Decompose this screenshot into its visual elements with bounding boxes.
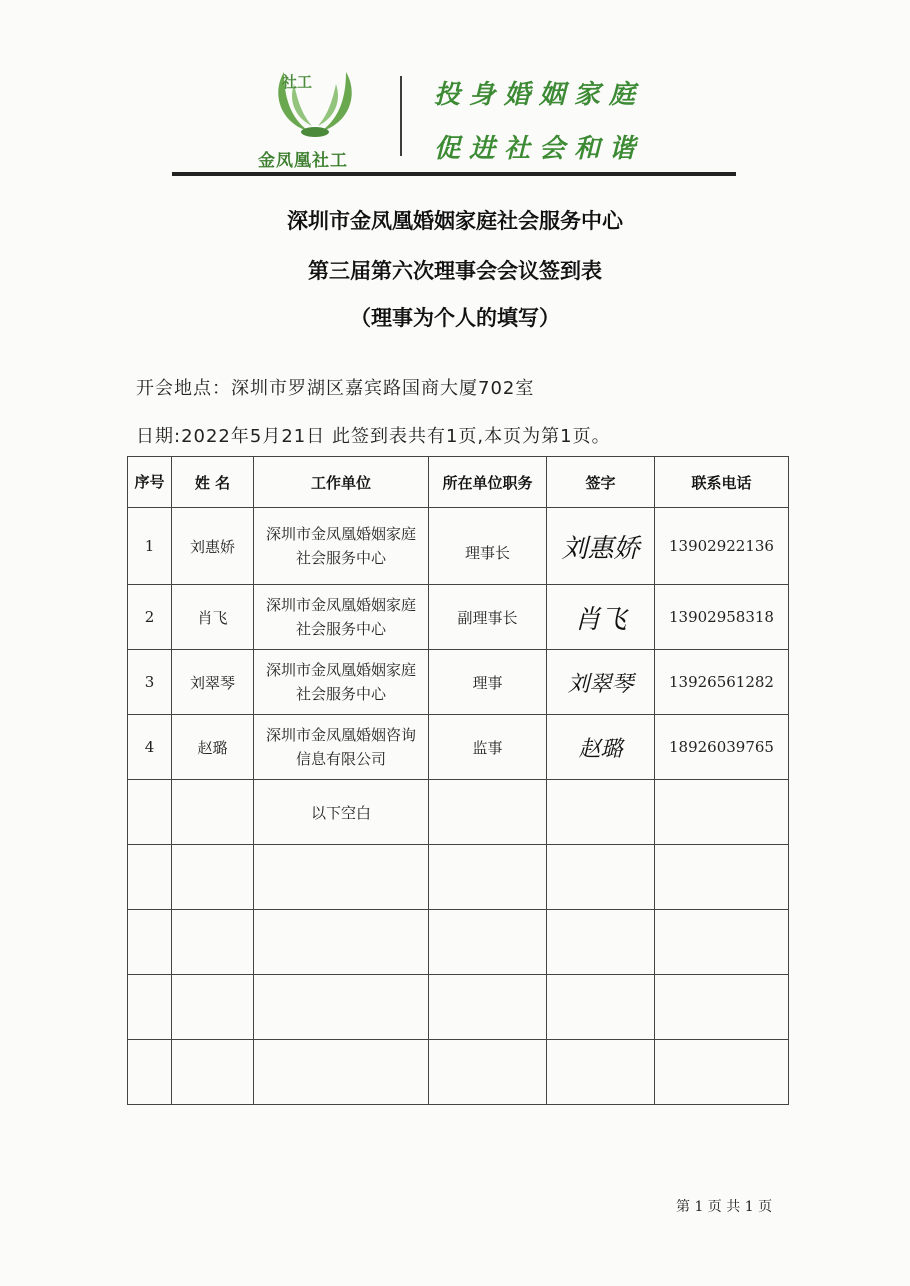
row-position: 副理事长 [429,585,547,650]
row-name: 刘翠琴 [172,650,254,715]
empty-cell [655,975,789,1040]
handwritten-signature: 肖飞 [574,604,627,635]
meeting-location: 开会地点：深圳市罗湖区嘉宾路国商大厦702室 [136,378,535,399]
meeting-date: 日期:2022年5月21日 此签到表共有1页,本页为第1页。 [136,426,611,447]
row-name [172,780,254,845]
row-unit [254,585,429,650]
handwritten-signature: 刘翠琴 [567,671,634,697]
row-position: 监事 [429,715,547,780]
empty-cell [172,1040,254,1105]
header-phone: 联系电话 [655,457,789,508]
row-position [429,780,547,845]
row-phone: 13902922136 [655,508,789,585]
row-no [128,780,172,845]
empty-cell [254,845,429,910]
logo-badge-text: 社工 [281,73,312,91]
empty-cell [547,975,655,1040]
row-unit-text: 深圳市金凤凰婚姻咨询信息有限公司 [265,726,416,768]
empty-cell [172,975,254,1040]
row-signature [547,650,655,715]
handwritten-signature: 赵璐 [578,736,623,762]
empty-cell [254,975,429,1040]
header-divider [400,76,402,156]
empty-cell [547,1040,655,1105]
row-name: 肖飞 [172,585,254,650]
empty-cell [429,975,547,1040]
empty-cell [128,975,172,1040]
empty-cell [254,1040,429,1105]
fill-note: （理事为个人的填写） [350,306,560,330]
header-signature: 签字 [547,457,655,508]
row-position: 理事长 [429,508,547,585]
row-position: 理事 [429,650,547,715]
org-title: 深圳市金凤凰婚姻家庭社会服务中心 [287,209,623,233]
empty-cell [547,845,655,910]
empty-cell [128,845,172,910]
empty-cell [172,845,254,910]
sign-in-table [127,456,789,1105]
row-phone [655,780,789,845]
row-phone: 18926039765 [655,715,789,780]
empty-cell [172,910,254,975]
row-signature [547,585,655,650]
handwritten-signature: 刘惠娇 [561,533,640,564]
empty-cell [429,910,547,975]
row-no: 3 [128,650,172,715]
empty-cell [547,910,655,975]
row-unit [254,508,429,585]
slogan-line-1: 投身婚姻家庭 [434,80,645,110]
header-position: 所在单位职务 [429,457,547,508]
table-row [128,715,789,780]
table-row [128,910,789,975]
header-name: 姓 名 [172,457,254,508]
slogan-line-2: 促进社会和谐 [434,134,645,164]
row-name: 赵璐 [172,715,254,780]
empty-cell [655,910,789,975]
row-signature [547,715,655,780]
row-phone: 13926561282 [655,650,789,715]
blank-note: 以下空白 [254,780,429,845]
row-signature [547,780,655,845]
table-row [128,650,789,715]
table-row [128,508,789,585]
empty-cell [254,910,429,975]
header-no: 序号 [128,457,172,508]
table-row [128,1040,789,1105]
empty-cell [128,910,172,975]
header-unit: 工作单位 [254,457,429,508]
row-no: 4 [128,715,172,780]
row-signature [547,508,655,585]
empty-cell [429,845,547,910]
row-unit [254,715,429,780]
row-name: 刘惠娇 [172,508,254,585]
empty-cell [429,1040,547,1105]
row-no: 2 [128,585,172,650]
logo-name: 金凤凰社工 [258,151,348,171]
row-unit-text: 深圳市金凤凰婚姻家庭社会服务中心 [265,596,416,638]
table-row [128,585,789,650]
empty-cell [655,1040,789,1105]
header-rule [172,172,736,176]
table-row [128,780,789,845]
table-row [128,845,789,910]
row-unit-text: 深圳市金凤凰婚姻家庭社会服务中心 [265,525,416,567]
table-row [128,975,789,1040]
row-unit-text: 深圳市金凤凰婚姻家庭社会服务中心 [265,661,416,703]
table-header-row [128,457,789,508]
empty-cell [128,1040,172,1105]
row-unit [254,650,429,715]
page-number: 第 1 页 共 1 页 [676,1199,773,1215]
empty-cell [655,845,789,910]
row-phone: 13902958318 [655,585,789,650]
org-logo [252,62,382,170]
meeting-title: 第三届第六次理事会会议签到表 [308,259,602,283]
row-no: 1 [128,508,172,585]
